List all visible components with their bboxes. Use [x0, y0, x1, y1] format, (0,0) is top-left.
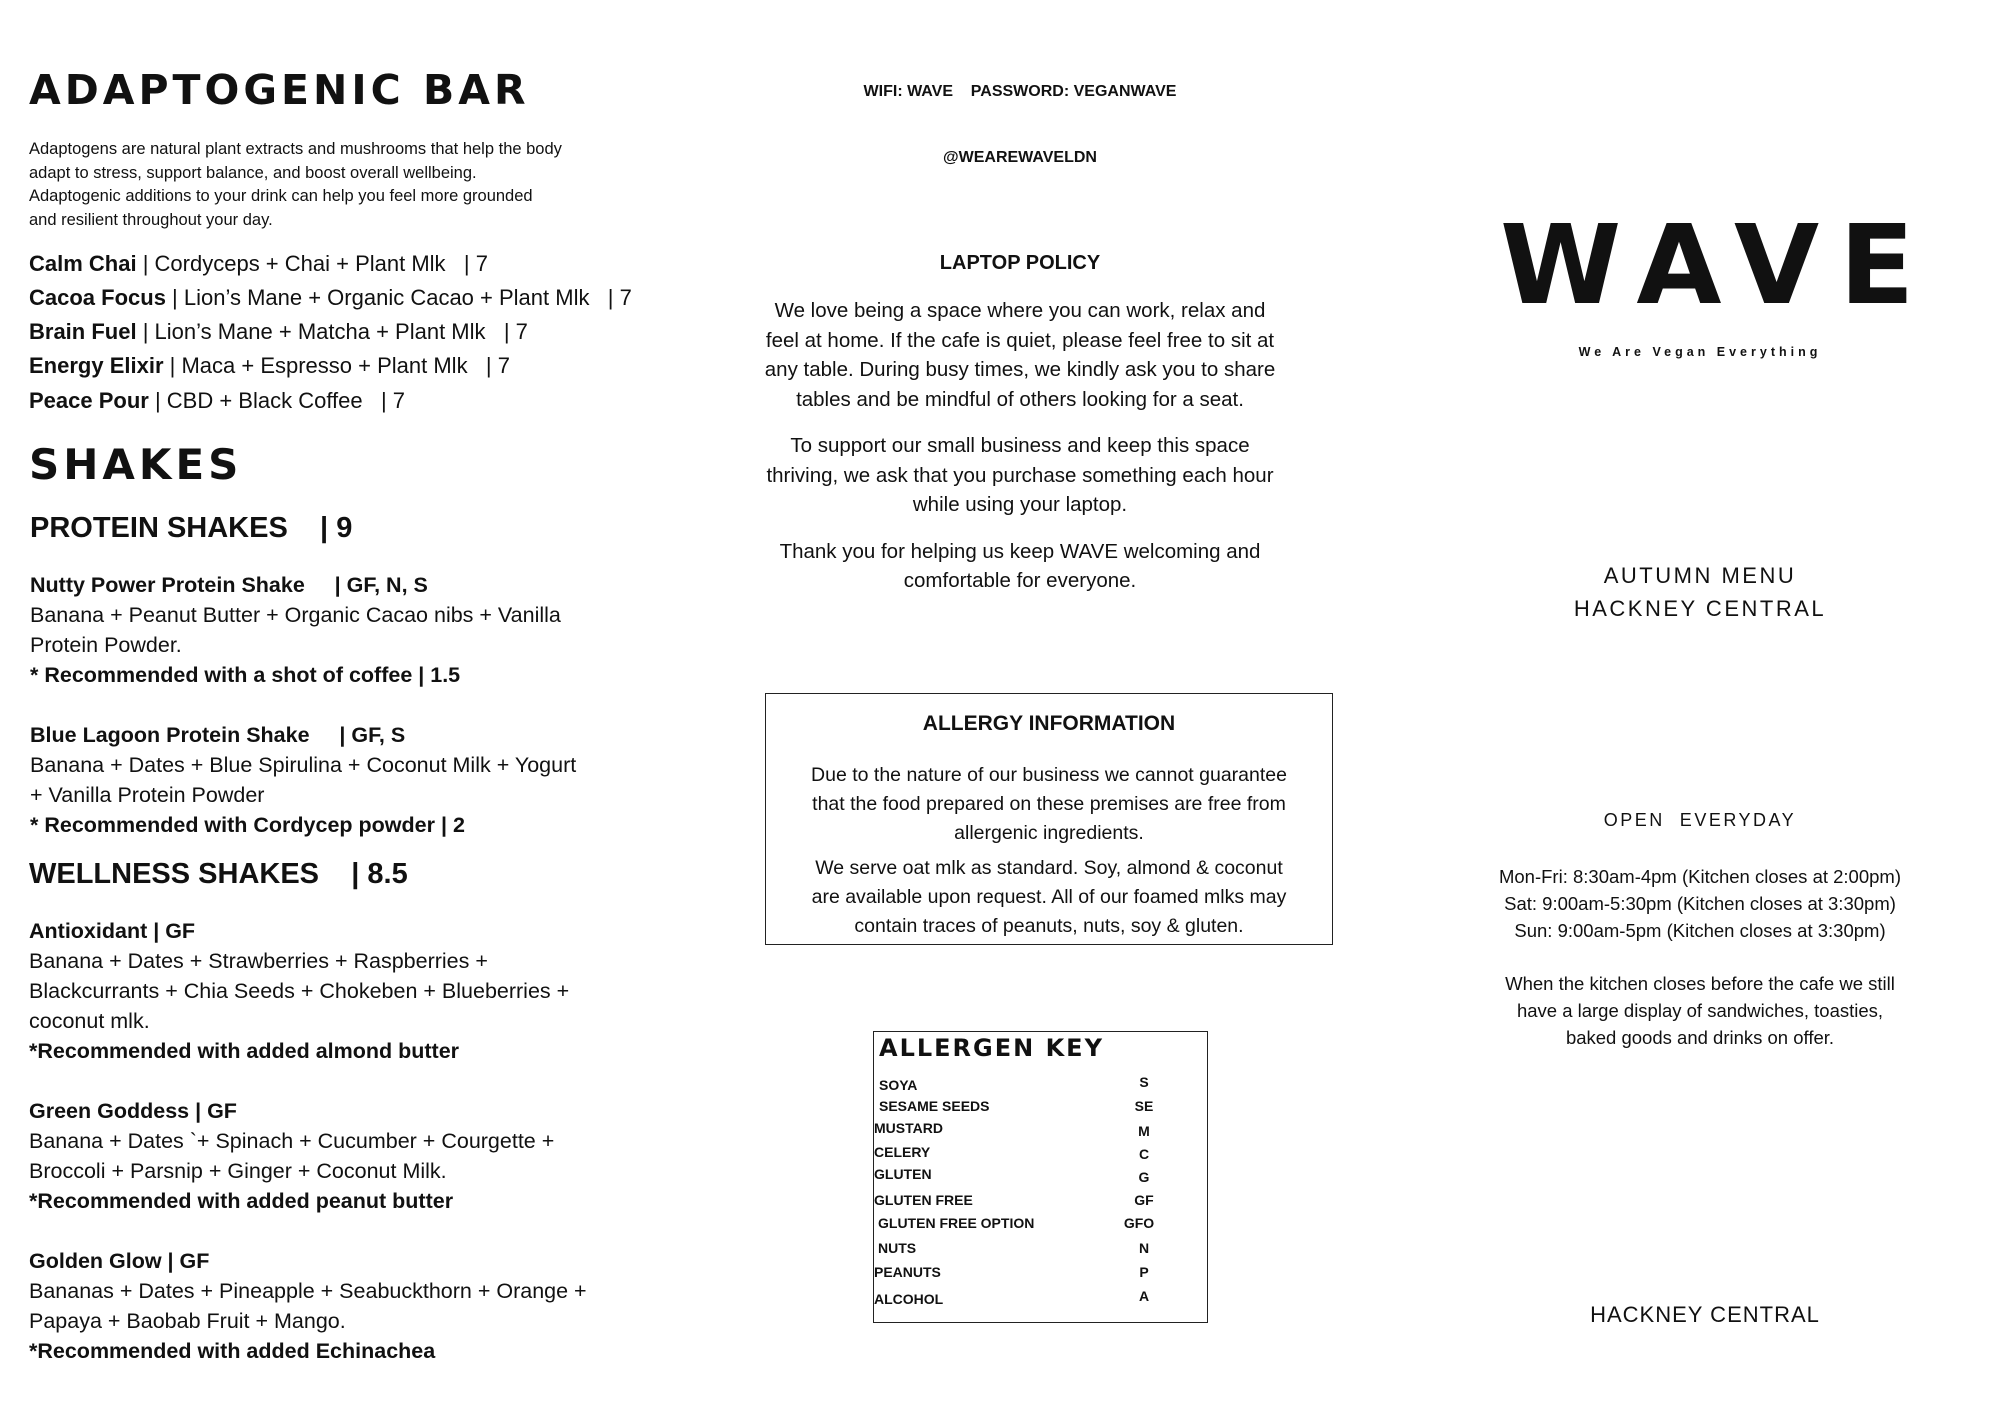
hours-line: Sun: 9:00am-5pm (Kitchen closes at 3:30pm)	[1514, 920, 1886, 941]
policy-line: feel at home. If the cafe is quiet, please feel free to sit at	[765, 328, 1275, 352]
allergy-line: are available upon request. All of our foamed mlks may	[811, 886, 1287, 908]
wellness-shake-golden-glow	[29, 1246, 587, 1366]
shake-desc-line: Banana + Dates + Blue Spirulina + Coconut Milk + Yogurt	[30, 753, 577, 777]
allergen-label: GLUTEN FREE	[874, 1192, 973, 1208]
shakes-title: SHAKES	[29, 440, 243, 489]
shake-name: Nutty Power Protein Shake | GF, N, S	[30, 573, 428, 597]
wifi-info: WIFI: WAVE PASSWORD: VEGANWAVE	[863, 83, 1177, 100]
shake-recommendation: *Recommended with added peanut butter	[29, 1189, 454, 1213]
intro-line: adapt to stress, support balance, and boost overall wellbeing.	[29, 163, 477, 182]
menu-item-desc: | Cordyceps + Chai + Plant Mlk | 7	[136, 251, 488, 276]
policy-line: comfortable for everyone.	[903, 569, 1137, 592]
policy-line: We love being a space where you can work, relax and	[774, 299, 1266, 322]
allergen-label: MUSTARD	[874, 1120, 943, 1136]
allergen-code: S	[1139, 1074, 1149, 1090]
allergen-code: G	[1138, 1169, 1150, 1185]
note-line: have a large display of sandwiches, toasties,	[1516, 1000, 1884, 1021]
allergy-line: Due to the nature of our business we cannot guarantee	[811, 764, 1287, 786]
allergy-line: We serve oat mlk as standard. Soy, almond & coconut	[815, 857, 1283, 879]
shake-name: Green Goddess | GF	[29, 1099, 237, 1123]
shake-desc-line: Banana + Dates + Strawberries + Raspberries +	[29, 949, 488, 973]
allergen-label: SESAME SEEDS	[879, 1098, 990, 1114]
allergen-code: C	[1138, 1146, 1150, 1162]
menu-item-energy-elixir	[29, 353, 510, 379]
intro-line: and resilient throughout your day.	[29, 210, 273, 229]
shake-desc-line: Banana + Dates `+ Spinach + Cucumber + Courgette +	[29, 1129, 555, 1153]
policy-line: To support our small business and keep this space	[790, 434, 1250, 457]
note-line: baked goods and drinks on offer.	[1565, 1027, 1835, 1048]
allergen-label: GLUTEN	[874, 1166, 932, 1182]
social-handle: @WEAREWAVELDN	[943, 149, 1097, 166]
allergen-label: GLUTEN FREE OPTION	[878, 1215, 1035, 1231]
season-label: AUTUMN MENU	[1603, 563, 1797, 588]
shake-desc-line: Bananas + Dates + Pineapple + Seabuckthorn + Orange +	[29, 1279, 587, 1303]
menu-item-calm-chai	[29, 251, 488, 277]
menu-item-desc: | Maca + Espresso + Plant Mlk | 7	[163, 353, 510, 378]
wellness-shake-green-goddess	[29, 1096, 554, 1216]
protein-shakes-heading: PROTEIN SHAKES | 9	[30, 512, 353, 544]
allergy-info-box	[765, 693, 1333, 945]
shake-desc-line: + Vanilla Protein Powder	[30, 783, 265, 807]
shake-desc-line: Broccoli + Parsnip + Ginger + Coconut Milk.	[29, 1159, 447, 1183]
menu-item-name: Brain Fuel	[29, 319, 137, 344]
shake-desc-line: Protein Powder.	[30, 633, 182, 657]
allergy-info-body	[770, 761, 1328, 941]
menu-item-name: Calm Chai	[29, 251, 137, 276]
menu-item-desc: | Lion’s Mane + Organic Cacao + Plant Mlk | 7	[165, 285, 632, 310]
policy-line: Thank you for helping us keep WAVE welcoming and	[779, 539, 1261, 563]
allergen-code: P	[1139, 1264, 1149, 1280]
shake-recommendation: *Recommended with added almond butter	[29, 1039, 460, 1063]
shake-desc-line: coconut mlk.	[29, 1009, 150, 1033]
shake-recommendation: *Recommended with added Echinachea	[29, 1339, 436, 1363]
menu-item-name: Cacoa Focus	[29, 285, 166, 310]
adaptogenic-intro	[29, 138, 562, 232]
allergen-code: N	[1138, 1240, 1150, 1256]
note-line: When the kitchen closes before the cafe we still	[1505, 973, 1895, 994]
wellness-shake-antioxidant	[29, 916, 569, 1066]
policy-line: tables and be mindful of others looking for a seat.	[796, 387, 1244, 411]
allergen-code: A	[1138, 1288, 1150, 1304]
allergen-code: GFO	[1123, 1215, 1155, 1231]
protein-shake-blue-lagoon	[30, 720, 576, 840]
allergen-key-title: ALLERGEN KEY	[879, 1034, 1104, 1062]
shake-recommendation: * Recommended with Cordycep powder | 2	[30, 813, 465, 837]
allergen-label: ALCOHOL	[874, 1291, 944, 1307]
kitchen-note	[1460, 970, 1940, 1051]
shake-name: Golden Glow | GF	[29, 1249, 210, 1273]
location-label: HACKNEY CENTRAL	[1573, 596, 1827, 621]
allergen-code: M	[1138, 1123, 1150, 1139]
menu-item-brain-fuel	[29, 319, 528, 345]
hours-line: Sat: 9:00am-5:30pm (Kitchen closes at 3:30pm)	[1504, 893, 1896, 914]
intro-line: Adaptogens are natural plant extracts and mushrooms that help the body	[29, 140, 562, 158]
allergen-code: GF	[1134, 1192, 1154, 1208]
opening-hours	[1440, 863, 1960, 944]
allergen-label: NUTS	[878, 1240, 917, 1256]
policy-line: thriving, we ask that you purchase something each hour	[766, 463, 1274, 487]
wave-logo: WAVE	[1500, 201, 1935, 329]
laptop-policy-title: LAPTOP POLICY	[939, 252, 1101, 274]
menu-item-name: Energy Elixir	[29, 353, 164, 378]
allergy-line: that the food prepared on these premises are free from	[812, 793, 1286, 815]
allergy-line: contain traces of peanuts, nuts, soy & gluten.	[854, 915, 1244, 937]
shake-desc-line: Blackcurrants + Chia Seeds + Chokeben + Blueberries +	[29, 979, 570, 1003]
allergy-line: allergenic ingredients.	[954, 822, 1144, 844]
adaptogenic-bar-title: ADAPTOGENIC BAR	[29, 66, 530, 114]
menu-item-cacoa-focus	[29, 285, 632, 311]
laptop-policy-body	[750, 296, 1290, 596]
allergen-label: SOYA	[879, 1077, 918, 1093]
intro-line: Adaptogenic additions to your drink can help you feel more grounded	[29, 187, 533, 205]
wellness-shakes-heading: WELLNESS SHAKES | 8.5	[29, 858, 408, 890]
allergen-key-box	[873, 1031, 1208, 1323]
policy-line: while using your laptop.	[912, 493, 1128, 516]
shake-desc-line: Banana + Peanut Butter + Organic Cacao nibs + Vanilla	[30, 603, 561, 627]
shake-recommendation: * Recommended with a shot of coffee | 1.5	[30, 663, 461, 687]
policy-line: any table. During busy times, we kindly ask you to share	[764, 358, 1276, 381]
allergen-label: PEANUTS	[874, 1264, 941, 1280]
menu-item-desc: | Lion’s Mane + Matcha + Plant Mlk | 7	[136, 319, 528, 344]
shake-desc-line: Papaya + Baobab Fruit + Mango.	[29, 1309, 346, 1333]
protein-shake-nutty-power	[30, 570, 561, 690]
shake-name: Antioxidant | GF	[29, 919, 196, 943]
menu-item-desc: | CBD + Black Coffee | 7	[148, 388, 406, 413]
allergy-info-title: ALLERGY INFORMATION	[922, 712, 1176, 735]
open-everyday-heading: OPEN EVERYDAY	[1603, 810, 1797, 830]
allergen-code: SE	[1134, 1098, 1154, 1114]
shake-name: Blue Lagoon Protein Shake | GF, S	[30, 723, 406, 747]
hours-line: Mon-Fri: 8:30am-4pm (Kitchen closes at 2:00pm)	[1498, 866, 1901, 887]
allergen-label: CELERY	[874, 1144, 931, 1160]
brand-tagline: We Are Vegan Everything	[1578, 345, 1822, 359]
footer-location: HACKNEY CENTRAL	[1590, 1302, 1820, 1327]
menu-item-peace-pour	[29, 388, 405, 414]
menu-item-name: Peace Pour	[29, 388, 149, 413]
